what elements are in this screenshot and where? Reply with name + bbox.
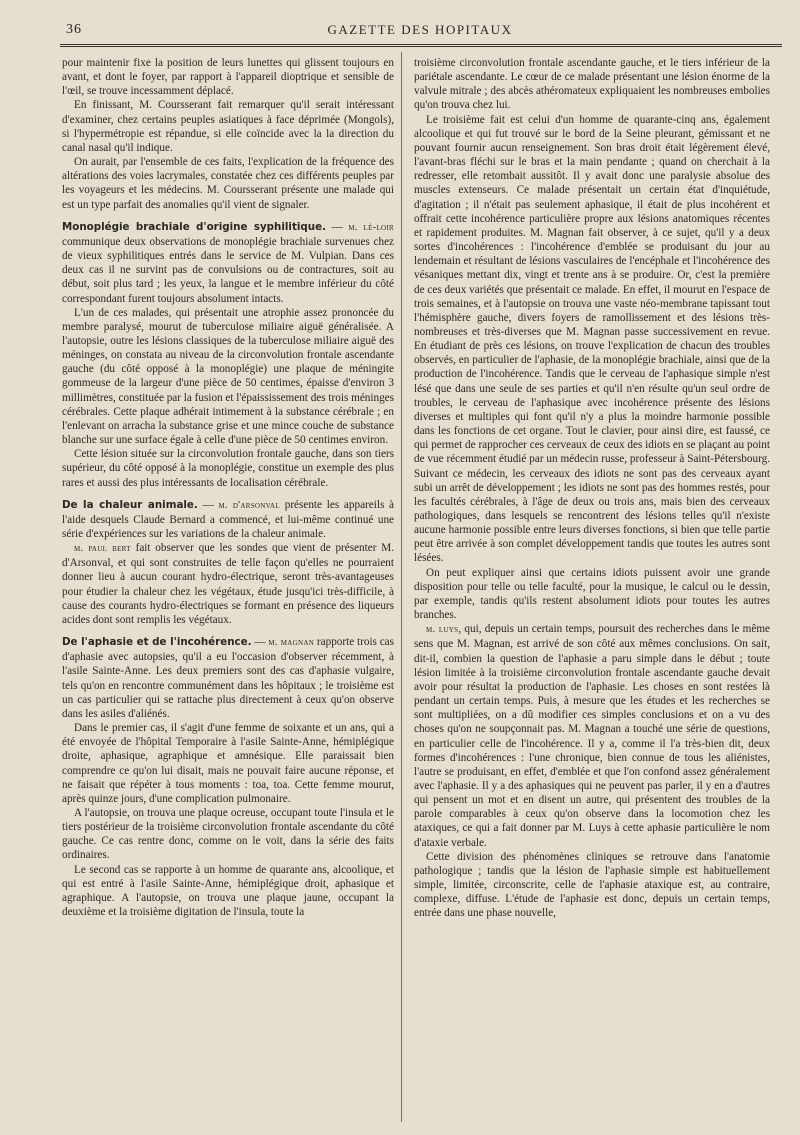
paragraph: Le second cas se rapporte à un homme de quarante ans, alcoolique, et qui est entré à l'asile Sainte-Anne, hémiplégique droit, aphasique et agraphique. A l'autopsie, on trouva une plaque jaune, occupant la deuxième et la troisième digitation de l'insula, toute la <box>62 863 394 919</box>
paragraph: Cette lésion située sur la circonvolution frontale gauche, dans son tiers supérieur, du côté opposé à la monoplégie, constitue un exemple des plus rares et aussi des plus intéressants de localisation cérébrale. <box>62 448 394 489</box>
paragraph: On aurait, par l'ensemble de ces faits, l'explication de la fréquence des altérations des voies lacrymales, constatée chez ces différents peuples par les voyageurs et les médecins. M. Coursserant présente une malade qui est un type parfait des anomalies qu'il vient de signaler. <box>62 156 394 211</box>
section-text: rapporte trois cas d'aphasie avec autopsies, qu'il a eu l'occasion d'observer récemment, à l'asile Sainte-Anne. Les deux premiers sont des cas d'aphasie vulgaire, tels qu'on en rencontre communément dans les hôpitaux ; le troisième est un cas particulier qui se rattache plus directement à ceux qu'on observe dans les asiles d'aliénés. <box>62 636 395 720</box>
paragraph: L'un de ces malades, qui présentait une atrophie assez prononcée du membre paralysé, mourut de tuberculose miliaire aiguë généralisée. A l'autopsie, outre les lésions classiques de la tuberculose miliaire aiguë des méninges, on constata au niveau de la circonvolution frontale ascendante gauche (du côté opposé à la monoplégie) une plaque de méningite gommeuse de la largeur d'une pièce de 50 centimes, épaisse d'environ 3 millimètres, constituée par la fusion et l'épaississement des trois méninges cérébrales. Cette plaque adhérait intimement à la substance cérébrale ; en l'enlevant on arracha la substance grise et une mince couche de substance blanche sur une surface égale à celle d'une pièce de 50 centimes environ. <box>62 306 394 447</box>
speaker-name: m. magnan <box>268 637 315 649</box>
header-rule <box>60 44 782 47</box>
paragraph: A l'autopsie, on trouva une plaque ocreuse, occupant toute l'insula et le tiers postérieur de la troisième circonvolution frontale ascendante du côté gauche. Ce cas rentre donc, comme on le voit, dans la série des faits ordinaires. <box>62 806 394 862</box>
paragraph: Dans le premier cas, il s'agit d'une femme de soixante et un ans, qui a été envoyée de l'hôpital Temporaire à l'asile Sainte-Anne, hémiplégique droite, aphasique, agraphique et amnésique. Elle paraissait bien comprendre ce qu'on lui disait, mais ne pouvait faire aucune réponse, et ne faisait que répéter à tous moments : toa, toa. Cette femme mourut, après quinze jours, d'une complication pulmonaire. <box>62 722 394 805</box>
page-number: 36 <box>66 22 82 37</box>
page-header <box>60 18 780 42</box>
paragraph <box>62 541 394 627</box>
section-text: présente les appareils à l'aide desquels Claude Bernard a commencé, et lui-même continué une série d'expériences sur les variations de la chaleur animale. <box>62 498 395 540</box>
paragraph-text: , qui, depuis un certain temps, poursuit des recherches dans le même sens que M. Magnan, est arrivé de son côté aux mêmes conclusions. On sait, dit-il, combien la question de l'aphasie a paru simple dans le début ; toute lésion limitée à la troisième circonvolution frontale ascendante gauche devait avoir pour résultat la production de l'aphasie. Les choses en sont restées là pendant un certain temps. Puis, à mesure que les études et les recherches se sont multipliées, on a dû modifier ces simples conclusions et on a vu des choses qu'on ne soupçonnait pas. M. Magnan a touché une série de questions, en particulier celle de l'incohérence. Il y a, comme il l'a très-bien dit, deux formes d'incohérences : l'une chronique, bien connue de tous les aliénistes, l'autre se produisant, en effet, d'emblée et que l'on confond assez généralement avec l'aphasie. Il y a des aphasiques qui ne peuvent pas parler, il y en a d'autres qui pensent un mot et en disent un autre, qui présentent des troubles de la parole comparables à ceux qu'on observe dans la locomotion chez les ataxiques, ce qui a fait donner par M. Luys à cette aphasie particulière le nom d'ataxie verbale. <box>414 623 770 849</box>
left-column <box>62 56 394 919</box>
section-chaleur-animale: De la chaleur animale. — m. d'arsonval présente les appareils à l'aide desquels Claude Bernard a commencé, et lui-même continué une série d'expériences sur les variations de la chaleur animale. <box>62 498 395 540</box>
paragraph: pour maintenir fixe la position de leurs lunettes qui glissent toujours en avant, et dont le foyer, par rapport à l'appareil dioptrique et sensible de l'œil, se trouve incessamment déplacé. <box>62 57 394 98</box>
section-title: De l'aphasie et de l'incohérence. <box>62 636 252 649</box>
paragraph: troisième circonvolution frontale ascendante gauche, et le tiers inférieur de la pariétale ascendante. Le cœur de ce malade présentant une lésion énorme de la valvule mitrale ; des abcès athéromateux expliquaient les nombreuses embolies qu'on trouva chez lui. <box>414 57 770 112</box>
paragraph-text: fait observer que les sondes que vient de présenter M. d'Arsonval, et qui sont construites de telle façon qu'elles ne pourraient donner lieu à aucun courant hydro-électrique, seront très-avantageuses pour étudier la chaleur chez les végétaux, étude jusqu'ici très-difficile, à cause des courants hydro-électriques se formant en présence des liqueurs acides dont sont remplis les végétaux. <box>62 542 394 626</box>
section-title: De la chaleur animale. <box>62 498 198 511</box>
section-monoplegie: Monoplégie brachiale d'origine syphilitique. — m. lé-loir communique deux observations de monoplégie brachiale survenues chez de vieux syphilitiques entrés dans le service de M. Vulpian. Dans ces deux cas il ne survint pas de convulsions ou de contractures, soit au début, soit plus tard ; les yeux, la langue et le membre inférieur du côté correspondant furent toujours absolument intacts. <box>62 220 394 305</box>
column-divider <box>401 52 402 1122</box>
paragraph <box>414 622 770 850</box>
paragraph: Cette division des phénomènes cliniques se retrouve dans l'anatomie pathologique ; tandis que la lésion de l'aphasie simple est habituellement simple, limitée, circonscrite, celle de l'aphasie ataxique est, au contraire, complexe, diffuse. L'étude de l'aphasie est donc, depuis un certain temps, entrée dans une phase nouvelle, <box>414 850 770 920</box>
paragraph: En finissant, M. Coursserant fait remarquer qu'il serait intéressant d'examiner, chez certains peuples asiatiques à face déprimée (Mongols), si l'hypermétropie est répandue, si elle coïncide avec la la direction du canal nasal qu'il indique. <box>62 99 394 154</box>
section-aphasie: De l'aphasie et de l'incohérence. — m. magnan rapporte trois cas d'aphasie avec autopsies, qu'il a eu l'occasion d'observer récemment, à l'asile Sainte-Anne. Les deux premiers sont des cas d'aphasie vulgaire, tels qu'on en rencontre communément dans les hôpitaux ; le troisième est un cas particulier qui se rattache plus directement à ceux qu'on observe dans les asiles d'aliénés. <box>62 636 395 720</box>
speaker-name: m. lé-loir <box>348 221 394 233</box>
masthead-title: GAZETTE DES HOPITAUX <box>327 22 513 37</box>
right-column <box>414 56 770 921</box>
speaker-name: m. paul bert <box>74 543 131 555</box>
speaker-name: m. luys <box>426 624 459 636</box>
paragraph: Le troisième fait est celui d'un homme de quarante-cinq ans, également alcoolique et qui fut trouvé sur le bord de la Seine pleurant, gémissant et ne pouvant fournir aucun renseignement. Son bras droit était légèrement élevé, l'avant-bras fléchi sur le bras et la main pendante ; quand on cherchait à la redresser, elle retombait aussitôt. Il y avait donc une paralysie absolue des muscles extenseurs. Ce malade présentait un certain état d'inquiétude, d'agitation ; il n'était pas seulement aphasique, il était de plus incohérent et offrait cette incohérence particulière propre aux lésions anatomiques récentes et rapidement produites. M. Magnan fait observer, à ce sujet, qu'il y a deux sortes d'incohérences : l'incohérence d'emblée se produisant du jour au lendemain et résultant de lésions vasculaires de l'encéphale et l'incohérence des vésaniques mettant dix, vingt et trente ans à se produire. Or, c'est la première de ces deux variétés que présentait ce malade. En effet, il mourut en l'espace de trois semaines, et à l'autopsie on trouva une vaste néo-membrane tapissant tout l'hémisphère gauche, divers foyers de ramollissement et des lésions très-nombreuses et très-diverses que M. Magnan passe successivement en revue. En étudiant de près ces lésions, on trouve l'explication de chacun des troubles observés, en particulier de l'aphasie, de la monoplégie brachiale, ainsi que de la production de l'incohérence. Tandis que le cerveau de l'aphasique simple n'est lésé que dans une seule de ses parties et qu'il n'en résulte qu'un seul ordre de troubles, le cerveau de l'aphasique avec incohérence présente des lésions diverses et multiples qui font qu'il n'y a plus la moindre harmonie possible dans les fonctions de cet organe. Tout le clavier, pour ainsi dire, est faussé, ce qui permet de rapprocher ces cerveaux de ceux des idiots en se plaçant au point de vue récemment étudié par un médecin russe, professeur à Saint-Pétersbourg. Suivant ce médecin, les cerveaux des idiots ne sont pas des cerveaux ayant subi un arrêt de développement ; les idiots ne sont pas des hommes restés, pour les facultés cérébrales, à l'âge de deux ou trois ans, mais bien des cerveaux pathologiques, dans lesquels se rencontrent des lésions telles qu'il n'existe aucune harmonie possible entre leurs diverses fonctions, si bien que telle partie peut être arrivée à son complet développement tandis que toutes les autres sont lésées. <box>414 113 770 565</box>
section-text: communique deux observations de monoplégie brachiale survenues chez de vieux syphilitiques entrés dans le service de M. Vulpian. Dans ces deux cas il ne survint pas de convulsions ou de contractures, soit au début, soit plus tard ; les yeux, la langue et le membre inférieur du côté correspondant furent toujours absolument intacts. <box>62 235 394 305</box>
section-title: Monoplégie brachiale d'origine syphilitique. <box>62 220 327 233</box>
paragraph: On peut expliquer ainsi que certains idiots puissent avoir une grande disposition pour telle ou telle faculté, pour la musique, le calcul ou le dessin, par exemple, tandis qu'ils restent absolument idiots pour toutes les autres branches. <box>414 566 770 622</box>
speaker-name: m. d'arsonval <box>218 499 280 511</box>
